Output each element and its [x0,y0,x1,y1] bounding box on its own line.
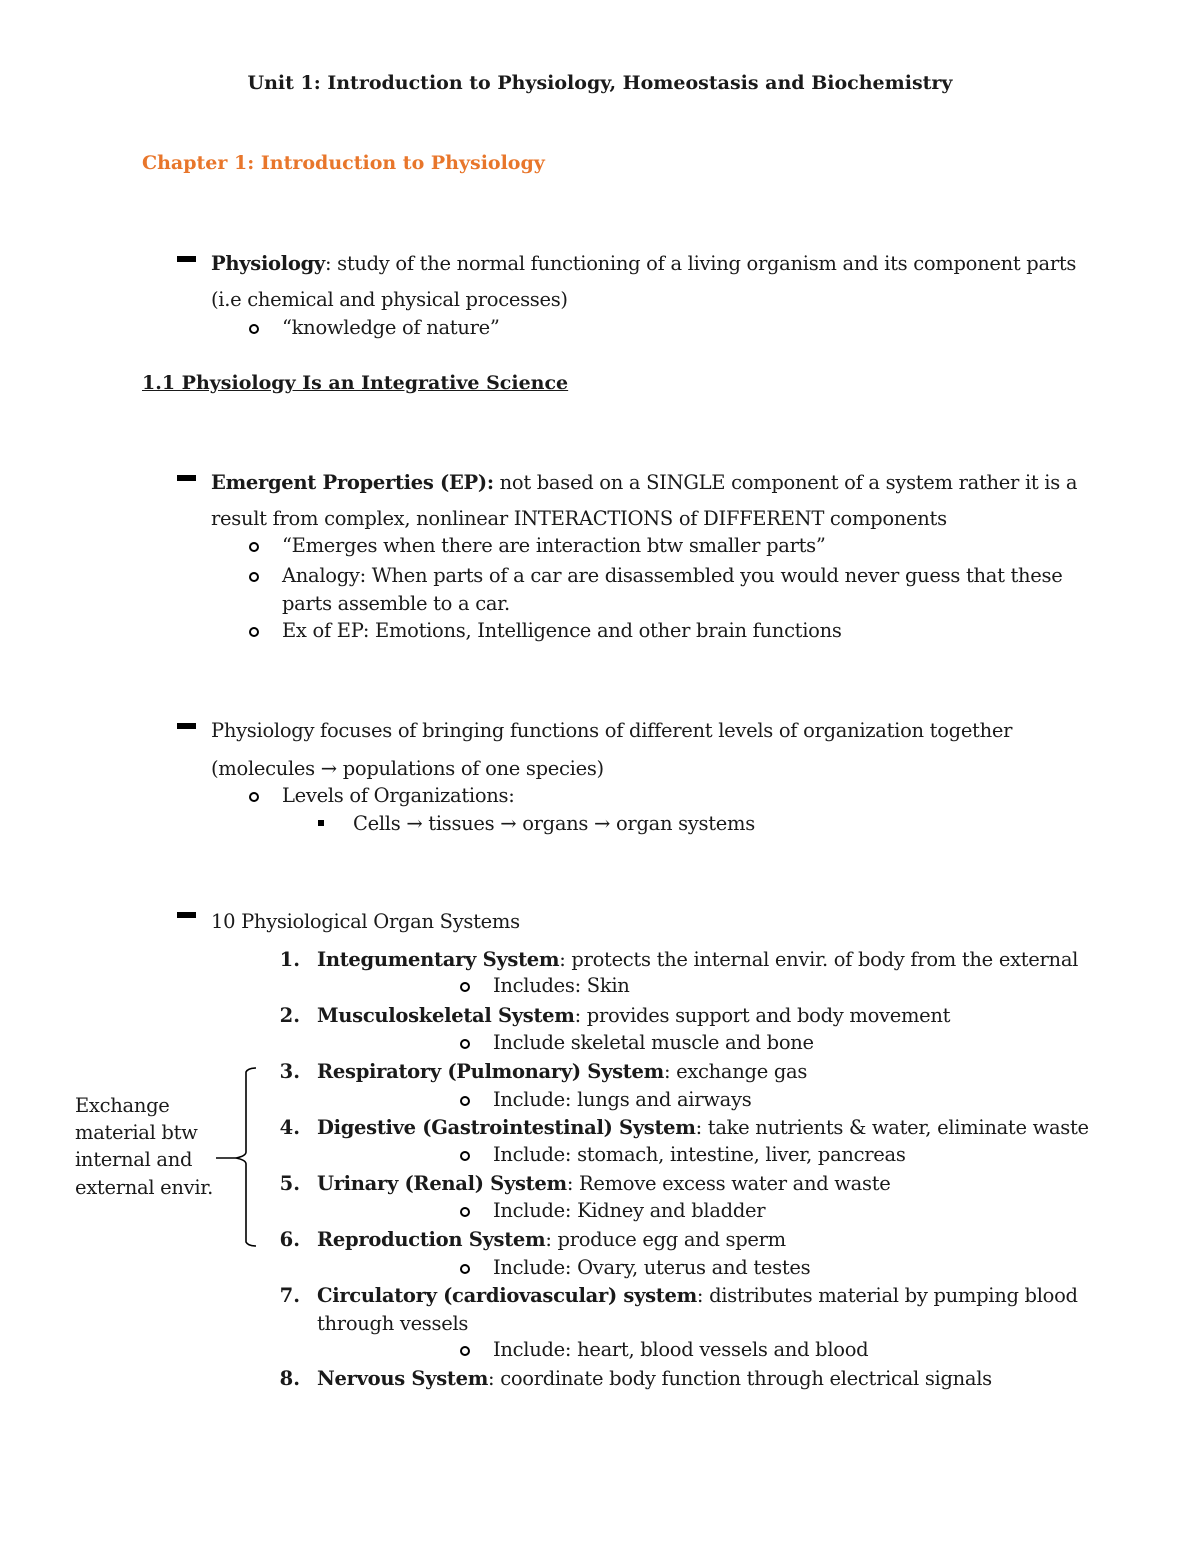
chapter-heading: Chapter 1: Introduction to Physiology [142,152,545,174]
dash-bullet [177,912,196,918]
dash-bullet [177,256,196,262]
side-note-line: external envir. [75,1176,214,1199]
definition: not based on a SINGLE component of a system rather it is a [493,471,1078,494]
system-includes: Include: lungs and airways [493,1088,752,1111]
circle-bullet [249,627,259,637]
list-number: 5. [279,1172,300,1195]
system-name: Digestive (Gastrointestinal) System [317,1116,696,1139]
system-item [317,1060,807,1083]
system-item [317,948,1078,971]
sub-item: “Emerges when there are interaction btw smaller parts” [282,534,826,557]
system-desc: : produce egg and sperm [545,1228,786,1251]
system-desc: : take nutrients & water, eliminate waste [695,1116,1089,1139]
system-item [317,1228,786,1251]
system-item [317,1004,950,1027]
circle-bullet [460,1151,470,1161]
system-item [317,1172,890,1195]
system-includes: Include: Ovary, uterus and testes [493,1256,811,1279]
list-number: 8. [279,1367,300,1390]
sub-item: Levels of Organizations: [282,784,515,807]
term: Emergent Properties (EP): [211,471,494,494]
system-item [317,1116,1089,1139]
dash-bullet [177,475,196,481]
side-note-line: Exchange [75,1094,170,1117]
term: Physiology [211,252,325,275]
system-includes: Include: stomach, intestine, liver, pancreas [493,1143,906,1166]
system-desc: : distributes material by pumping blood [696,1284,1078,1307]
bullet-continuation: (i.e chemical and physical processes) [211,288,568,311]
system-item [317,1367,992,1390]
system-name: Respiratory (Pulmonary) System [317,1060,664,1083]
circle-bullet [460,1346,470,1356]
list-number: 3. [279,1060,300,1083]
list-number: 2. [279,1004,300,1027]
circle-bullet [249,324,259,334]
system-name: Musculoskeletal System [317,1004,575,1027]
circle-bullet [460,1264,470,1274]
circle-bullet [460,1039,470,1049]
side-note-line: material btw [75,1121,198,1144]
system-desc: : provides support and body movement [574,1004,951,1027]
system-name: Reproduction System [317,1228,546,1251]
circle-bullet [460,1207,470,1217]
system-desc: : coordinate body function through electrical signals [488,1367,992,1390]
system-name: Circulatory (cardiovascular) system [317,1284,697,1307]
bullet-organ-systems: 10 Physiological Organ Systems [211,910,520,933]
system-includes: Include skeletal muscle and bone [493,1031,814,1054]
list-number: 7. [279,1284,300,1307]
dash-bullet [177,723,196,729]
bullet-continuation: (molecules → populations of one species) [211,757,604,780]
system-name: Urinary (Renal) System [317,1172,567,1195]
system-desc: : exchange gas [663,1060,808,1083]
system-desc: : Remove excess water and waste [566,1172,891,1195]
system-includes: Include: heart, blood vessels and blood [493,1338,869,1361]
system-item [317,1284,1078,1307]
sub-item: Ex of EP: Emotions, Intelligence and other brain functions [282,619,842,642]
list-number: 4. [279,1116,300,1139]
sub-item-continuation: parts assemble to a car. [282,592,510,615]
system-desc: : protects the internal envir. of body from the external [559,948,1079,971]
section-heading: 1.1 Physiology Is an Integrative Science [142,372,569,394]
system-name: Integumentary System [317,948,560,971]
list-number: 6. [279,1228,300,1251]
sub-item: “knowledge of nature” [282,316,500,339]
system-includes: Include: Kidney and bladder [493,1199,766,1222]
sub-sub-item: Cells → tissues → organs → organ systems [353,812,755,835]
system-includes: Includes: Skin [493,974,630,997]
bullet-continuation: result from complex, nonlinear INTERACTIONS of DIFFERENT components [211,507,947,530]
definition: : study of the normal functioning of a living organism and its component parts [324,252,1077,275]
circle-bullet [249,542,259,552]
square-bullet [318,820,324,826]
bracket-icon [212,1066,262,1250]
bullet-emergent-properties [211,471,1077,494]
circle-bullet [460,1096,470,1106]
sub-item: Analogy: When parts of a car are disassembled you would never guess that these [282,564,1063,587]
list-number: 1. [279,948,300,971]
system-desc-continuation: through vessels [317,1312,469,1335]
circle-bullet [460,982,470,992]
system-name: Nervous System [317,1367,489,1390]
circle-bullet [249,792,259,802]
circle-bullet [249,572,259,582]
side-note-line: internal and [75,1148,193,1171]
bullet-levels: Physiology focuses of bringing functions of different levels of organization together [211,719,1013,742]
page-title: Unit 1: Introduction to Physiology, Homeostasis and Biochemistry [247,72,953,94]
bullet-physiology [211,252,1076,275]
